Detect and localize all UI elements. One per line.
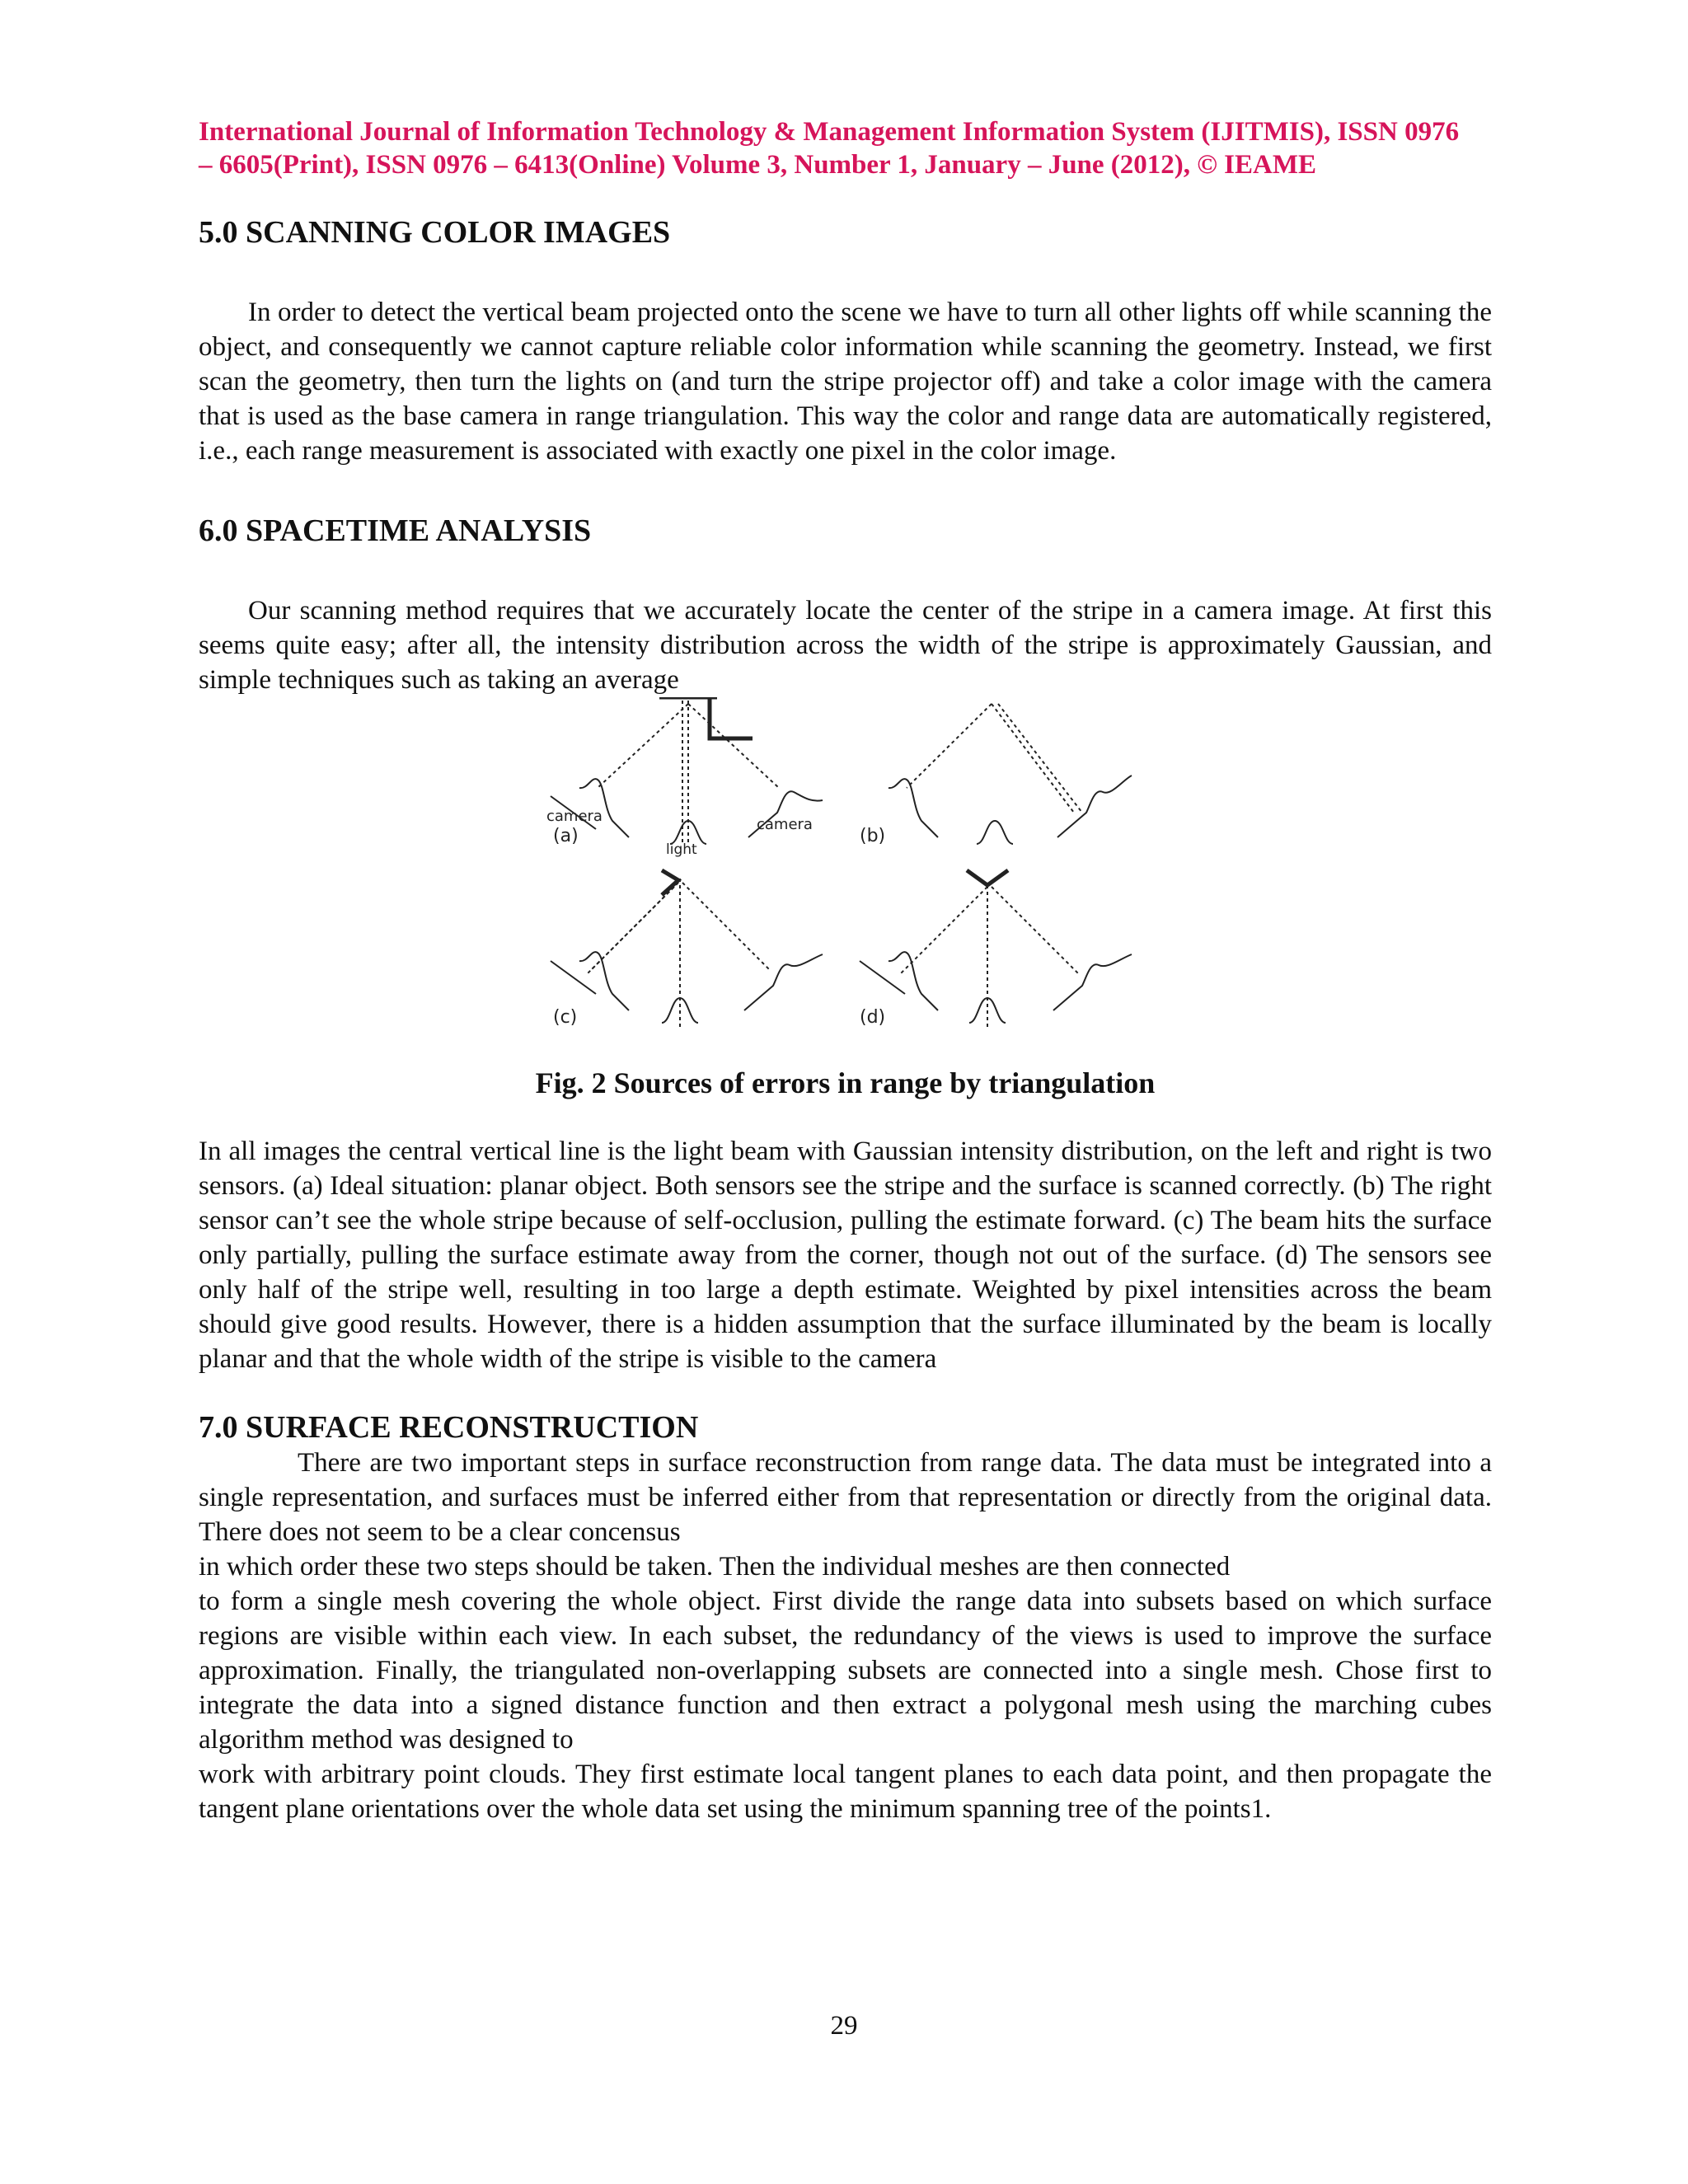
section5-paragraph: In order to detect the vertical beam projected onto the scene we have to turn all other lights off while scanning the object, and consequently we cannot capture reliable color information while scanning the geometry. Instead, we first scan the geometry, then turn the lights on (and turn the stripe projector off) and take a color image with the camera that is used as the base camera in range triangulation. This way the color and range data are automatically registered, i.e., each range measurement is associated with exactly one pixel in the color image. (199, 298, 1492, 466)
label-light: light (666, 841, 697, 858)
panel-c (551, 870, 823, 1028)
panel-b-label: (b) (860, 826, 886, 846)
section7-paragraph1: There are two important steps in surface reconstruction from range data. The data must be integrated into a single representation, and surfaces must be inferred either from that representation or directly from the original data. There does not seem to be a clear concensus (199, 1448, 1492, 1547)
panel-c-label: (c) (553, 1007, 578, 1028)
figure-caption: Fig. 2 Sources of errors in range by triangulation (535, 1066, 1156, 1099)
section5-heading: 5.0 SCANNING COLOR IMAGES (199, 215, 671, 250)
journal-header-line1: International Journal of Information Technology & Management Information System (IJITMIS), ISSN 0976 (199, 117, 1460, 147)
panel-a (546, 697, 823, 858)
journal-header-line2: – 6605(Print), ISSN 0976 – 6413(Online) Volume 3, Number 1, January – June (2012), © IEAME (199, 150, 1317, 180)
section7-heading: 7.0 SURFACE RECONSTRUCTION (199, 1410, 699, 1445)
figure-drawing (546, 697, 1156, 1043)
panel-b (670, 697, 1132, 846)
section7-paragraph4: work with arbitrary point clouds. They first estimate local tangent planes to each data point, and then propagate the tangent plane orientations over the whole data set using the minimum spanning tree of the points1. (199, 1760, 1492, 1824)
figure-triangulation-errors (546, 697, 1156, 1043)
label-camera-left: camera (546, 808, 603, 825)
section7-paragraph3: to form a single mesh covering the whole object. First divide the range data into subsets based on which surface regions are visible within each view. In each subset, the redundancy of the views is used to improve the surface approximation. Finally, the triangulated non-overlapping subsets are connected into a single mesh. Chose first to integrate the data into a signed distance function and then extract a polygonal mesh using the marching cubes algorithm method was designed to (199, 1586, 1492, 1755)
page-content (199, 115, 1492, 1826)
panel-d (860, 870, 1132, 1028)
section6-heading: 6.0 SPACETIME ANALYSIS (199, 513, 592, 548)
label-camera-right: camera (757, 816, 813, 833)
section6-paragraph: Our scanning method requires that we accurately locate the center of the stripe in a camera image. At first this seems quite easy; after all, the intensity distribution across the width of the stripe is approximately Gaussian, and simple techniques such as taking an average (199, 596, 1492, 695)
panel-d-label: (d) (860, 1007, 886, 1028)
figure-description: In all images the central vertical line is the light beam with Gaussian intensity distribution, on the left and right is two sensors. (a) Ideal situation: planar object. Both sensors see the stripe and the surface is scanned correctly. (b) The right sensor can’t see the whole stripe because of self-occlusion, pulling the estimate forward. (c) The beam hits the surface only partially, pulling the surface estimate away from the corner, though not out of the surface. (d) The sensors see only half of the stripe well, resulting in too large a depth estimate. Weighted by pixel intensities across the beam should give good results. However, there is a hidden assumption that the surface illuminated by the beam is locally planar and that the whole width of the stripe is visible to the camera (199, 1137, 1492, 1374)
panel-a-label: (a) (553, 826, 579, 846)
section7-line2: in which order these two steps should be taken. Then the individual meshes are then connected (199, 1552, 1231, 1582)
page-number: 29 (830, 2011, 858, 2041)
